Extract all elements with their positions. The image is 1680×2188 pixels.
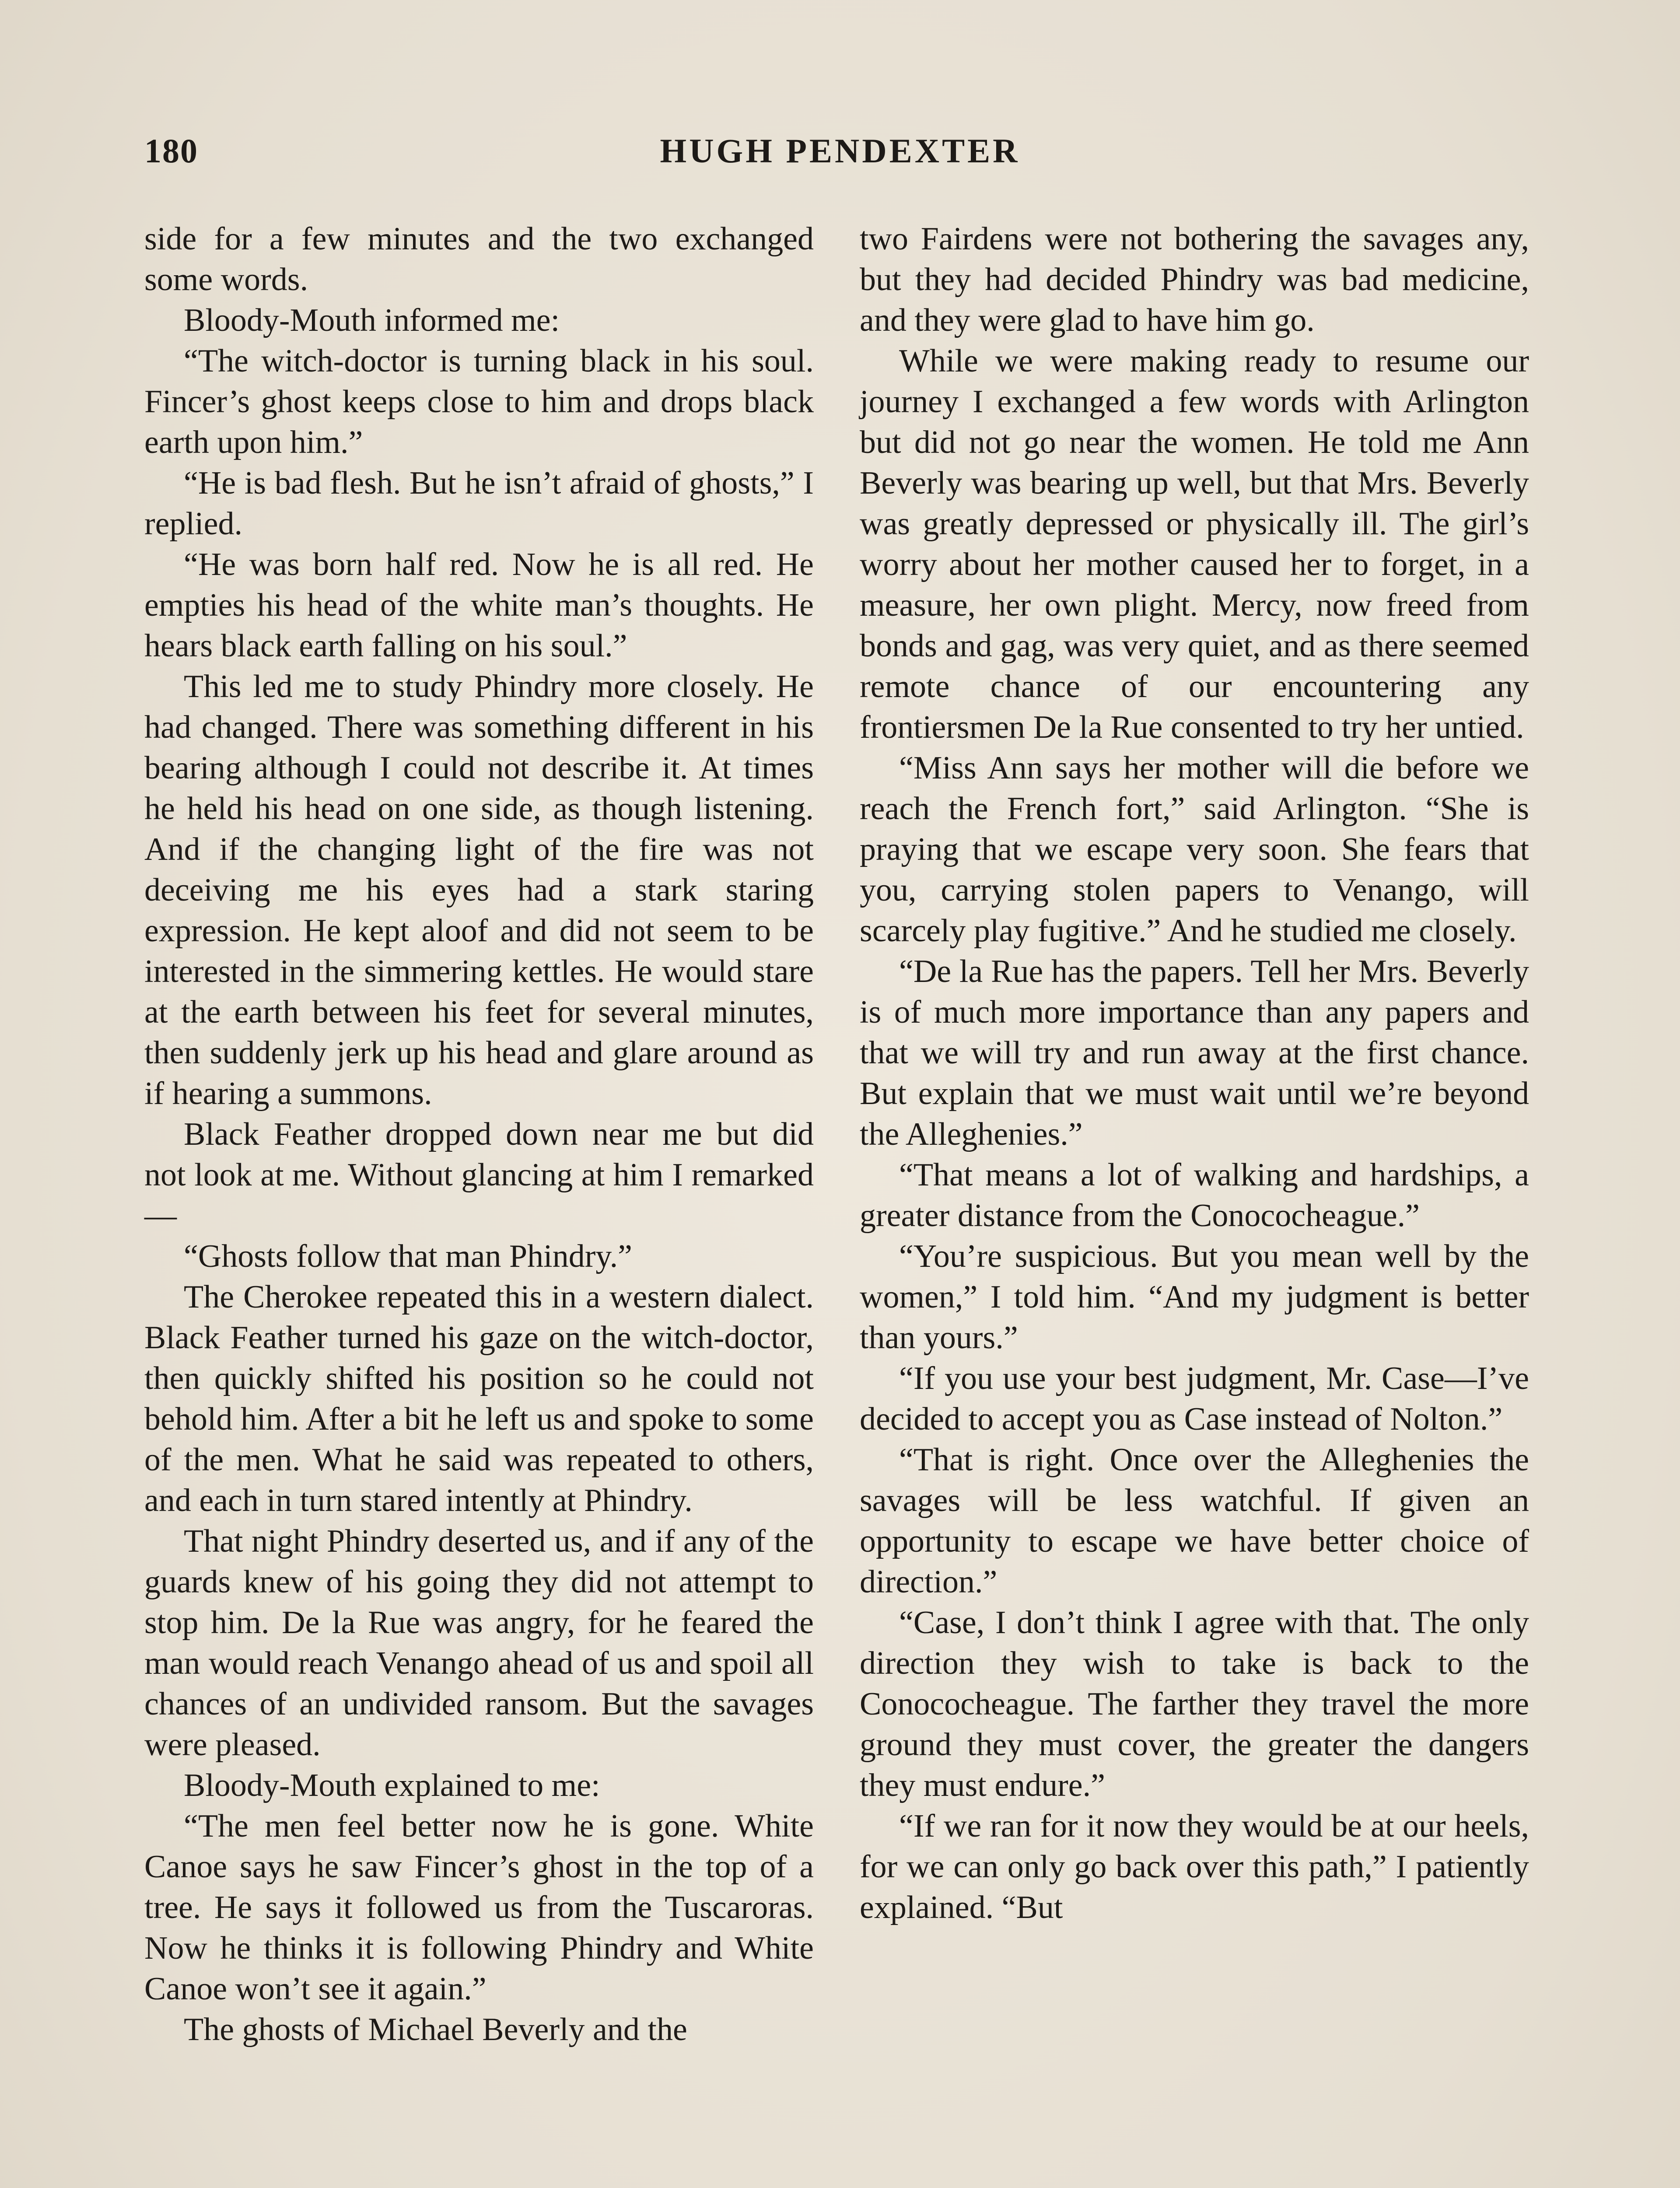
paragraph: “Ghosts follow that man Phindry.” <box>184 1238 632 1274</box>
paragraph: “De la Rue has the papers. Tell her Mrs. Beverly is of much more importance than any papers and that we will try and run away at the first chance. But explain that we must wait until we’re beyond the Alleghenies.” <box>860 954 1529 1152</box>
paragraph: “Miss Ann says her mother will die before we reach the French fort,” said Arlington. “She is praying that we escape very soon. She fears that you, carrying stolen papers to Venango, will scarcely play fugitive.” And he studied me closely. <box>860 750 1529 949</box>
paragraph: “Case, I don’t think I agree with that. The only direction they wish to take is back to the Conococheague. The farther they travel the more ground they must cover, the greater the dangers they must endure.” <box>860 1605 1529 1803</box>
paragraph: Bloody-Mouth explained to me: <box>184 1767 600 1803</box>
paragraph: Black Feather dropped down near me but did not look at me. Without glancing at him I remarked— <box>144 1116 814 1234</box>
paragraph: “If we ran for it now they would be at our heels, for we can only go back over this path,” I patiently explained. “But <box>860 1808 1529 1925</box>
paragraph: “The witch-doctor is turning black in his soul. Fincer’s ghost keeps close to him and drops black earth upon him.” <box>144 343 814 460</box>
page-number: 180 <box>144 132 198 170</box>
page-header <box>144 131 1536 188</box>
paragraph: That night Phindry deserted us, and if any of the guards knew of his going they did not attempt to stop him. De la Rue was angry, for he feared the man would reach Venango ahead of us and spoil all chances of an undivided ransom. But the savages were pleased. <box>144 1523 814 1763</box>
right-column <box>860 219 1529 1928</box>
paragraph: two Fairdens were not bothering the savages any, but they had decided Phindry was bad medicine, and they were glad to have him go. <box>860 221 1529 338</box>
paragraph: “That means a lot of walking and hardships, a greater distance from the Conococheague.” <box>860 1157 1529 1234</box>
paragraph: “That is right. Once over the Alleghenies the savages will be less watchful. If given an opportunity to escape we have better choice of direction.” <box>860 1442 1529 1600</box>
left-column <box>144 219 814 2050</box>
paragraph: The Cherokee repeated this in a western dialect. Black Feather turned his gaze on the witch-doctor, then quickly shifted his position so he could not behold him. After a bit he left us and spoke to some of the men. What he said was repeated to others, and each in turn stared intently at Phindry. <box>144 1279 814 1518</box>
paragraph: “The men feel better now he is gone. White Canoe says he saw Fincer’s ghost in the top of a tree. He says it followed us from the Tuscaroras. Now he thinks it is following Phindry and White Canoe won’t see it again.” <box>144 1808 814 2007</box>
paragraph: Bloody-Mouth informed me: <box>184 302 560 338</box>
paragraph: The ghosts of Michael Beverly and the <box>184 2012 687 2048</box>
paragraph: While we were making ready to resume our journey I exchanged a few words with Arlington but did not go near the women. He told me Ann Beverly was bearing up well, but that Mrs. Beverly was greatly depressed or physically ill. The girl’s worry about her mother caused her to forget, in a measure, her own plight. Mercy, now freed from bonds and gag, was very quiet, and as there seemed remote chance of our encountering any frontiersmen De la Rue consented to try her untied. <box>860 343 1529 745</box>
paragraph: This led me to study Phindry more closely. He had changed. There was something different in his bearing although I could not describe it. At times he held his head on one side, as though listening. And if the changing light of the fire was not deceiving me his eyes had a stark staring expression. He kept aloof and did not seem to be interested in the simmering kettles. He would stare at the earth between his feet for several minutes, then suddenly jerk up his head and glare around as if hearing a summons. <box>144 669 814 1112</box>
paragraph: side for a few minutes and the two exchanged some words. <box>144 221 814 298</box>
paragraph: “If you use your best judgment, Mr. Case—I’ve decided to accept you as Case instead of Nolton.” <box>860 1360 1529 1437</box>
paragraph: “He is bad flesh. But he isn’t afraid of ghosts,” I replied. <box>144 465 814 542</box>
paragraph: “He was born half red. Now he is all red. He empties his head of the white man’s thoughts. He hears black earth falling on his soul.” <box>144 547 814 664</box>
paragraph: “You’re suspicious. But you mean well by the women,” I told him. “And my judgment is better than yours.” <box>860 1238 1529 1356</box>
running-head: HUGH PENDEXTER <box>660 132 1020 170</box>
